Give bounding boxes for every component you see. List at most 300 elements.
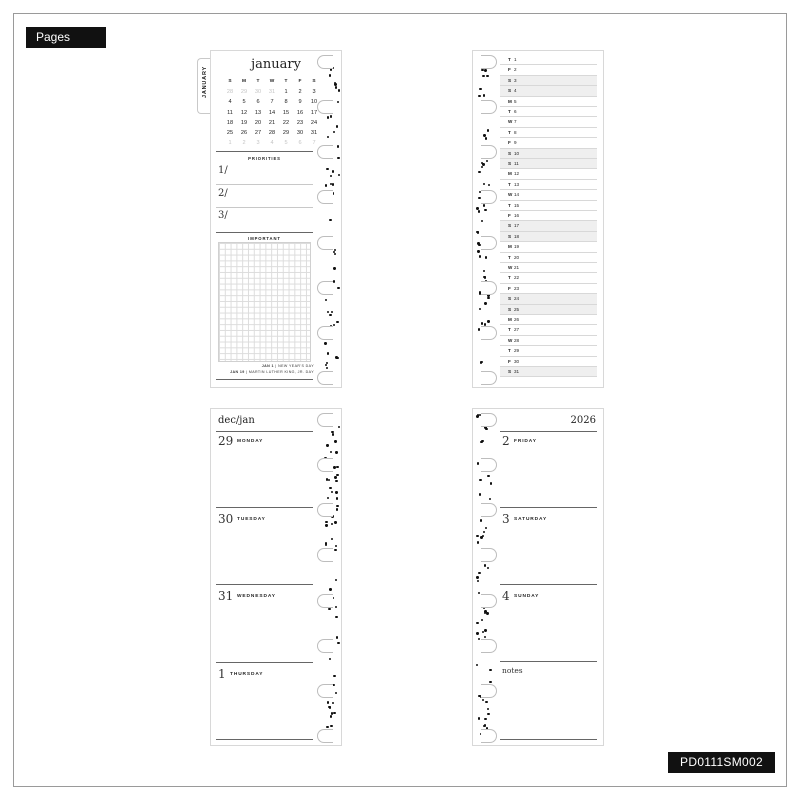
list-day-letter: T xyxy=(508,57,511,62)
disc-notch xyxy=(317,639,333,653)
calendar-date: 1 xyxy=(228,140,232,147)
calendar-date: 6 xyxy=(298,140,302,147)
polka-dot xyxy=(328,479,330,481)
polka-dot xyxy=(335,545,337,547)
polka-dot xyxy=(338,174,340,176)
list-day-number: 31 xyxy=(514,369,520,374)
month-title: january xyxy=(251,57,301,72)
calendar-date: 9 xyxy=(298,99,302,106)
calendar-date: 7 xyxy=(312,140,316,147)
polka-dot xyxy=(327,352,329,354)
list-day-row xyxy=(500,55,597,65)
polka-dot xyxy=(483,204,485,206)
polka-dot xyxy=(335,692,337,694)
list-day-row xyxy=(500,346,597,356)
month-tab-label: JANUARY xyxy=(202,66,208,98)
day-name: MONDAY xyxy=(237,439,264,444)
list-day-letter: W xyxy=(508,265,513,270)
calendar-week xyxy=(223,97,321,107)
polka-dot xyxy=(337,642,339,644)
list-day-number: 13 xyxy=(514,181,520,187)
mini-calendar xyxy=(223,77,321,148)
list-day-letter: S xyxy=(508,161,512,166)
divider xyxy=(500,431,597,432)
dot-grid xyxy=(218,242,311,362)
polka-dot xyxy=(485,256,487,258)
polka-dot xyxy=(478,210,480,212)
list-day-letter: W xyxy=(508,119,513,125)
list-day-row xyxy=(500,273,597,283)
list-day-row xyxy=(500,149,597,159)
weekly-left-page xyxy=(211,409,341,745)
polka-dot xyxy=(487,294,489,296)
priority-number-3: 3/ xyxy=(218,210,228,221)
polka-dot xyxy=(331,523,333,525)
calendar-date: 6 xyxy=(256,99,260,106)
polka-dot xyxy=(486,160,488,162)
weekday-label: S xyxy=(228,79,232,84)
list-day-number: 26 xyxy=(514,317,520,322)
polka-dot xyxy=(487,320,489,322)
polka-dot xyxy=(484,636,486,638)
polka-dot xyxy=(334,249,336,251)
calendar-week xyxy=(223,118,321,128)
priority-number-1: 1/ xyxy=(218,165,228,176)
polka-dot xyxy=(477,580,479,582)
list-day-row xyxy=(500,253,597,263)
list-day-row xyxy=(500,315,597,325)
polka-dot xyxy=(330,725,332,727)
polka-dot xyxy=(335,606,337,608)
disc-notch xyxy=(317,236,333,250)
day-number: 29 xyxy=(218,434,234,448)
calendar-date: 31 xyxy=(268,89,276,96)
polka-dot xyxy=(482,631,484,633)
polka-dot xyxy=(487,297,489,299)
calendar-date: 31 xyxy=(310,129,318,136)
disc-notch xyxy=(317,145,333,159)
polka-dot xyxy=(476,622,478,624)
day-name: TUESDAY xyxy=(237,516,266,522)
polka-dot xyxy=(325,299,327,301)
polka-dot xyxy=(329,74,331,76)
polka-dot xyxy=(338,426,340,428)
list-day-number: 16 xyxy=(514,213,520,218)
list-day-row xyxy=(500,86,597,96)
polka-dot xyxy=(480,361,482,363)
day-number: 30 xyxy=(218,511,234,526)
disc-notch xyxy=(481,684,497,698)
list-day-row xyxy=(500,159,597,169)
polka-dot xyxy=(484,629,486,631)
calendar-date: 24 xyxy=(310,119,318,126)
polka-dot xyxy=(326,726,328,728)
calendar-date: 28 xyxy=(226,89,234,96)
polka-dot xyxy=(336,497,338,499)
list-day-letter: F xyxy=(508,358,511,364)
polka-dot xyxy=(481,166,483,168)
calendar-date: 16 xyxy=(296,109,304,116)
polka-dot xyxy=(335,356,337,358)
divider xyxy=(500,739,597,740)
weekday-label: T xyxy=(256,79,260,84)
list-day-row xyxy=(500,117,597,127)
divider xyxy=(216,739,313,740)
notes-label: notes xyxy=(502,666,523,675)
disc-strip xyxy=(473,51,493,387)
list-day-letter: W xyxy=(508,192,513,198)
polka-dot xyxy=(476,664,478,666)
polka-dot xyxy=(481,69,483,71)
polka-dot xyxy=(325,184,327,186)
calendar-date: 5 xyxy=(284,140,288,147)
list-day-number: 12 xyxy=(514,171,520,177)
polka-dot xyxy=(485,527,487,529)
calendar-date: 13 xyxy=(254,109,262,116)
polka-dot xyxy=(330,116,332,118)
calendar-week xyxy=(223,128,321,138)
polka-dot xyxy=(487,129,489,131)
day-name: SUNDAY xyxy=(514,594,540,599)
polka-dot xyxy=(479,493,481,495)
divider xyxy=(216,379,313,380)
daily-list-page xyxy=(473,51,603,387)
polka-dot xyxy=(483,531,485,533)
disc-notch xyxy=(317,100,333,114)
day-name: SATURDAY xyxy=(514,516,548,522)
polka-dot xyxy=(482,163,484,165)
calendar-date: 28 xyxy=(268,129,276,136)
polka-dot xyxy=(477,414,479,416)
polka-dot xyxy=(486,75,488,77)
polka-dot xyxy=(478,572,480,574)
calendar-date: 30 xyxy=(254,89,262,96)
list-day-letter: M xyxy=(508,317,512,322)
list-day-row xyxy=(500,325,597,335)
calendar-date: 1 xyxy=(284,89,288,96)
disc-strip xyxy=(321,409,341,745)
list-day-letter: S xyxy=(508,223,512,229)
pages-label: Pages xyxy=(26,27,106,48)
polka-dot xyxy=(478,328,480,330)
calendar-date: 2 xyxy=(242,140,246,147)
polka-dot xyxy=(485,701,487,703)
polka-dot xyxy=(327,311,329,313)
list-day-number: 8 xyxy=(514,129,517,135)
polka-dot xyxy=(483,270,485,272)
list-day-number: 14 xyxy=(514,192,520,198)
divider xyxy=(216,151,313,152)
calendar-date: 11 xyxy=(227,109,233,116)
polka-dot xyxy=(333,131,335,133)
polka-dot xyxy=(335,616,337,618)
polka-dot xyxy=(484,302,486,304)
polka-dot xyxy=(484,276,486,278)
list-day-row xyxy=(500,232,597,242)
list-day-number: 27 xyxy=(514,327,520,333)
polka-dot xyxy=(327,701,329,703)
polka-dot xyxy=(482,699,484,701)
polka-dot xyxy=(332,170,334,172)
calendar-date: 3 xyxy=(312,89,316,96)
day-name: FRIDAY xyxy=(514,439,537,444)
polka-dot xyxy=(331,538,333,540)
priority-line xyxy=(216,184,313,185)
calendar-date: 22 xyxy=(282,119,290,126)
polka-dot xyxy=(329,658,331,660)
list-day-letter: M xyxy=(508,244,512,250)
calendar-date: 10 xyxy=(310,99,318,106)
polka-dot xyxy=(334,83,336,85)
polka-dot xyxy=(324,342,326,344)
list-day-row xyxy=(500,294,597,304)
list-day-row xyxy=(500,367,597,377)
disc-notch xyxy=(317,55,333,69)
polka-dot xyxy=(335,451,337,453)
calendar-date: 4 xyxy=(228,99,232,106)
list-day-number: 23 xyxy=(514,285,520,291)
polka-dot xyxy=(333,267,335,269)
day-number: 4 xyxy=(502,589,510,603)
list-day-number: 1 xyxy=(514,57,517,62)
polka-dot xyxy=(487,567,489,569)
list-day-number: 3 xyxy=(514,77,517,83)
list-day-letter: T xyxy=(508,181,511,187)
polka-dot xyxy=(338,89,340,91)
polka-dot xyxy=(325,542,327,544)
polka-dot xyxy=(325,524,327,526)
weekday-header xyxy=(223,77,321,87)
disc-notch xyxy=(317,503,333,517)
polka-dot xyxy=(333,280,335,282)
polka-dot xyxy=(336,505,338,507)
disc-notch xyxy=(317,548,333,562)
polka-dot xyxy=(480,519,482,521)
disc-notch xyxy=(481,594,497,608)
list-day-number: 6 xyxy=(514,109,517,114)
divider xyxy=(216,232,313,233)
list-day-letter: W xyxy=(508,337,513,343)
day-name: THURSDAY xyxy=(230,671,264,677)
list-day-letter: S xyxy=(508,369,512,374)
polka-dot xyxy=(484,718,486,720)
polka-dot xyxy=(329,487,331,489)
list-day-number: 4 xyxy=(514,88,517,94)
polka-dot xyxy=(483,183,485,185)
polka-dot xyxy=(484,209,486,211)
disc-notch xyxy=(481,236,497,250)
polka-dot xyxy=(476,632,478,634)
weekday-label: W xyxy=(269,79,275,84)
list-day-letter: T xyxy=(508,109,511,114)
polka-dot xyxy=(336,321,338,323)
list-day-letter: S xyxy=(508,150,512,156)
polka-dot xyxy=(477,250,479,252)
disc-notch xyxy=(481,413,497,427)
list-day-letter: S xyxy=(508,77,512,83)
polka-dot xyxy=(477,541,479,543)
polka-dot xyxy=(484,69,486,71)
polka-dot xyxy=(333,466,335,468)
disc-notch xyxy=(317,326,333,340)
calendar-date: 5 xyxy=(242,99,246,106)
product-code: PD0111SM002 xyxy=(668,752,775,773)
polka-dot xyxy=(334,549,336,551)
list-day-row xyxy=(500,97,597,107)
disc-notch xyxy=(481,281,497,295)
list-day-row xyxy=(500,107,597,117)
month-tab xyxy=(197,58,211,114)
list-day-number: 11 xyxy=(514,161,519,166)
disc-notch xyxy=(481,100,497,114)
disc-notch xyxy=(481,729,497,743)
day-name: WEDNESDAY xyxy=(237,594,276,599)
polka-dot xyxy=(334,440,336,442)
priority-number-2: 2/ xyxy=(218,188,228,199)
divider xyxy=(500,661,597,662)
polka-dot xyxy=(337,157,339,159)
polka-dot xyxy=(487,708,489,710)
polka-dot xyxy=(478,717,480,719)
list-day-letter: M xyxy=(508,171,512,177)
polka-dot xyxy=(478,95,480,97)
polka-dot xyxy=(334,476,336,478)
disc-notch xyxy=(317,458,333,472)
polka-dot xyxy=(488,184,490,186)
weekday-label: S xyxy=(312,79,316,84)
year-label: 2026 xyxy=(570,415,596,426)
polka-dot xyxy=(487,713,489,715)
polka-dot xyxy=(476,231,478,233)
disc-notch xyxy=(481,145,497,159)
list-day-letter: T xyxy=(508,327,511,333)
polka-dot xyxy=(327,497,329,499)
list-day-letter: F xyxy=(508,285,511,291)
list-day-row xyxy=(500,128,597,138)
calendar-date: 2 xyxy=(298,89,302,96)
polka-dot xyxy=(330,451,332,453)
list-day-number: 15 xyxy=(514,202,520,208)
disc-notch xyxy=(481,326,497,340)
divider xyxy=(216,431,313,432)
disc-notch xyxy=(481,548,497,562)
list-day-number: 9 xyxy=(514,140,517,146)
list-day-row xyxy=(500,211,597,221)
calendar-date: 29 xyxy=(240,89,248,96)
polka-dot xyxy=(481,220,483,222)
calendar-date: 3 xyxy=(256,140,260,147)
polka-dot xyxy=(334,253,336,255)
list-day-row xyxy=(500,357,597,367)
list-day-row xyxy=(500,169,597,179)
disc-notch xyxy=(481,190,497,204)
polka-dot xyxy=(329,706,331,708)
day-divider xyxy=(500,584,597,585)
day-number: 31 xyxy=(218,589,234,603)
list-day-row xyxy=(500,336,597,346)
list-day-number: 30 xyxy=(514,358,520,364)
weekday-label: T xyxy=(284,79,288,84)
disc-strip xyxy=(473,409,493,745)
list-day-number: 20 xyxy=(514,254,520,260)
calendar-date: 17 xyxy=(310,109,318,116)
polka-dot xyxy=(326,444,328,446)
polka-dot xyxy=(332,183,334,185)
calendar-date: 20 xyxy=(254,119,262,126)
polka-dot xyxy=(335,480,337,482)
important-label: IMPORTANT xyxy=(248,236,281,241)
polka-dot xyxy=(336,636,338,638)
holiday-2: JAN 19 | MARTIN LUTHER KING, JR. DAY xyxy=(230,370,314,374)
polka-dot xyxy=(479,88,481,90)
polka-dot xyxy=(329,219,331,221)
polka-dot xyxy=(331,491,333,493)
polka-dot xyxy=(329,314,331,316)
disc-notch xyxy=(481,55,497,69)
polka-dot xyxy=(328,608,330,610)
day-divider xyxy=(500,507,597,508)
list-day-number: 18 xyxy=(514,233,520,239)
list-day-row xyxy=(500,305,597,315)
calendar-week xyxy=(223,87,321,97)
list-day-row xyxy=(500,138,597,148)
day-number: 3 xyxy=(502,511,510,526)
polka-dot xyxy=(334,521,336,523)
list-day-row xyxy=(500,221,597,231)
list-day-number: 7 xyxy=(514,119,517,125)
polka-dot xyxy=(327,136,329,138)
calendar-date: 15 xyxy=(282,109,290,116)
list-day-row xyxy=(500,65,597,75)
list-day-row xyxy=(500,263,597,273)
calendar-date: 12 xyxy=(240,109,248,116)
list-day-letter: F xyxy=(508,140,511,146)
polka-dot xyxy=(489,498,491,500)
polka-dot xyxy=(486,612,488,614)
list-day-number: 24 xyxy=(514,296,520,302)
weekday-label: M xyxy=(242,79,246,84)
calendar-date: 27 xyxy=(254,129,262,136)
calendar-date: 23 xyxy=(296,119,304,126)
monthly-page xyxy=(211,51,341,387)
calendar-date: 29 xyxy=(282,129,290,136)
list-day-number: 25 xyxy=(514,306,520,312)
polka-dot xyxy=(487,475,489,477)
disc-notch xyxy=(317,594,333,608)
polka-dot xyxy=(479,308,481,310)
polka-dot xyxy=(483,94,485,96)
disc-notch xyxy=(317,684,333,698)
polka-dot xyxy=(484,564,486,566)
calendar-date: 7 xyxy=(270,99,274,106)
list-day-row xyxy=(500,242,597,252)
polka-dot xyxy=(478,592,480,594)
list-day-row xyxy=(500,201,597,211)
calendar-date: 19 xyxy=(240,119,248,126)
calendar-date: 8 xyxy=(284,99,288,106)
weekly-right-page xyxy=(473,409,603,745)
calendar-date: 14 xyxy=(268,109,276,116)
disc-notch xyxy=(481,639,497,653)
polka-dot xyxy=(333,675,335,677)
list-day-letter: S xyxy=(508,233,512,239)
polka-dot xyxy=(330,175,332,177)
polka-dot xyxy=(325,521,327,523)
polka-dot xyxy=(482,75,484,77)
polka-dot xyxy=(330,715,332,717)
calendar-date: 4 xyxy=(270,140,274,147)
calendar-date: 26 xyxy=(240,129,248,136)
